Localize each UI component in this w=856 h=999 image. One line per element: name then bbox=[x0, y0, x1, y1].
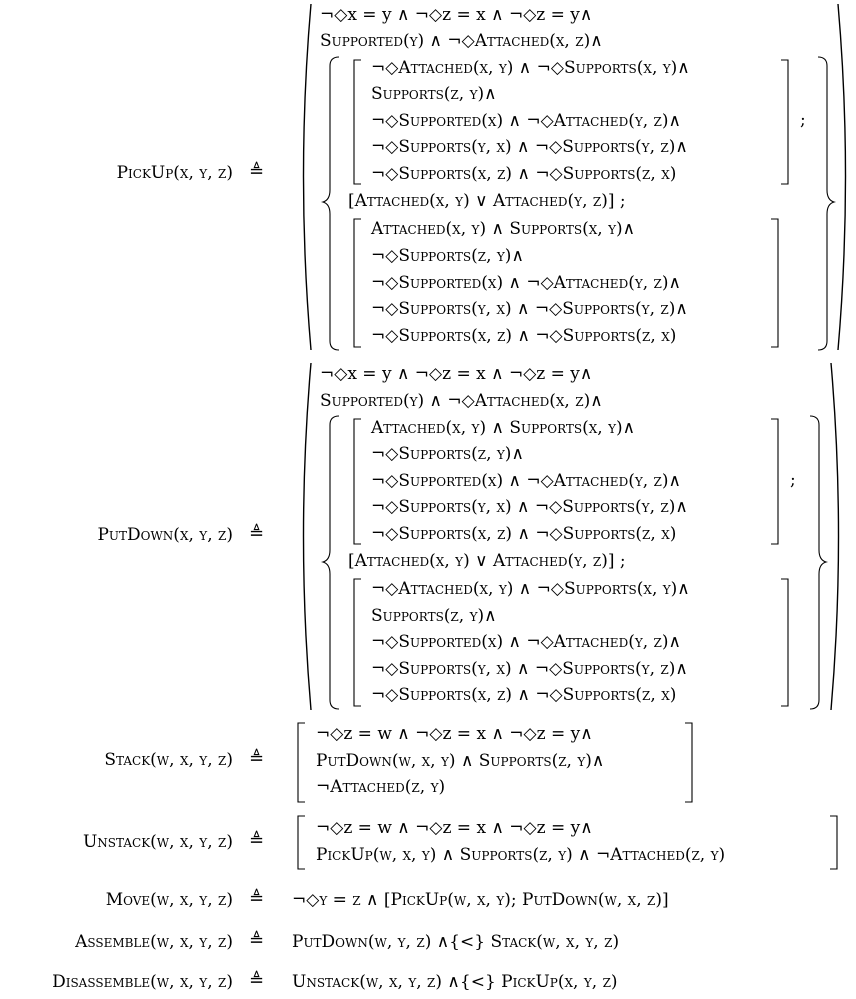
move-defeq: ≜ bbox=[249, 888, 265, 909]
putdown-inner-b-0: ¬◇Attached(x, y) ∧ ¬◇Supports(x, y)∧ bbox=[371, 579, 690, 599]
stack-defeq: ≜ bbox=[249, 748, 265, 769]
pickup-inner-b-4: ¬◇Supports(x, z) ∧ ¬◇Supports(z, x) bbox=[371, 326, 677, 346]
unstack-lhs: Unstack(w, x, y, z) bbox=[82, 832, 233, 852]
putdown-inner-a-3: ¬◇Supports(y, x) ∧ ¬◇Supports(y, z)∧ bbox=[371, 497, 688, 517]
pickup-defeq: ≜ bbox=[249, 161, 265, 182]
move-lhs: Move(w, x, y, z) bbox=[105, 890, 233, 910]
stack-rhs-1: PutDown(w, x, y) ∧ Supports(z, y)∧ bbox=[316, 751, 605, 771]
pickup-inner-b-0: Attached(x, y) ∧ Supports(x, y)∧ bbox=[371, 219, 636, 239]
putdown-inner-b-3: ¬◇Supports(y, x) ∧ ¬◇Supports(y, z)∧ bbox=[371, 659, 688, 679]
pickup-sep: ; bbox=[800, 110, 806, 130]
putdown-inner-b-4: ¬◇Supports(x, z) ∧ ¬◇Supports(z, x) bbox=[371, 685, 677, 705]
putdown-head-1: Supported(y) ∧ ¬◇Attached(x, z)∧ bbox=[320, 391, 603, 411]
putdown-lhs: PutDown(x, y, z) bbox=[97, 525, 233, 545]
pickup-head-1: Supported(y) ∧ ¬◇Attached(x, z)∧ bbox=[320, 31, 603, 51]
putdown-inner-a-4: ¬◇Supports(x, z) ∧ ¬◇Supports(z, x) bbox=[371, 524, 677, 544]
unstack-rhs-1: PickUp(w, x, y) ∧ Supports(z, y) ∧ ¬Attached(z, y) bbox=[316, 845, 726, 865]
putdown-inner-a-1: ¬◇Supports(z, y)∧ bbox=[371, 444, 524, 464]
stack-lhs: Stack(w, x, y, z) bbox=[104, 750, 233, 770]
assemble-lhs: Assemble(w, x, y, z) bbox=[75, 932, 233, 952]
stack-rhs-2: ¬Attached(z, y) bbox=[316, 777, 446, 797]
pickup-inner-a-2: ¬◇Supported(x) ∧ ¬◇Attached(y, z)∧ bbox=[371, 111, 681, 131]
putdown-sep: ; bbox=[790, 470, 796, 490]
putdown-inner-b-1: Supports(z, y)∧ bbox=[371, 606, 497, 626]
stack-rhs-0: ¬◇z = w ∧ ¬◇z = x ∧ ¬◇z = y∧ bbox=[316, 724, 593, 744]
putdown-inner-b-2: ¬◇Supported(x) ∧ ¬◇Attached(y, z)∧ bbox=[371, 632, 681, 652]
putdown-inner-a-2: ¬◇Supported(x) ∧ ¬◇Attached(y, z)∧ bbox=[371, 471, 681, 491]
putdown-mid: [Attached(x, y) ∨ Attached(y, z)] ; bbox=[348, 551, 626, 571]
pickup-inner-a-4: ¬◇Supports(x, z) ∧ ¬◇Supports(z, x) bbox=[371, 164, 677, 184]
pickup-inner-b-3: ¬◇Supports(y, x) ∧ ¬◇Supports(y, z)∧ bbox=[371, 299, 688, 319]
putdown-defeq: ≜ bbox=[249, 523, 265, 544]
assemble-defeq: ≜ bbox=[249, 930, 265, 951]
move-rhs: ¬◇y = z ∧ [PickUp(w, x, y); PutDown(w, x, z)] bbox=[292, 890, 669, 910]
pickup-inner-b-1: ¬◇Supports(z, y)∧ bbox=[371, 246, 524, 266]
putdown-head-0: ¬◇x = y ∧ ¬◇z = x ∧ ¬◇z = y∧ bbox=[320, 364, 593, 384]
pickup-head-0: ¬◇x = y ∧ ¬◇z = x ∧ ¬◇z = y∧ bbox=[320, 5, 593, 25]
pickup-mid: [Attached(x, y) ∨ Attached(y, z)] ; bbox=[348, 191, 626, 211]
disassemble-rhs: Unstack(w, x, y, z) ∧{<} PickUp(x, y, z) bbox=[292, 972, 618, 992]
unstack-rhs-0: ¬◇z = w ∧ ¬◇z = x ∧ ¬◇z = y∧ bbox=[316, 818, 593, 838]
pickup-inner-b-2: ¬◇Supported(x) ∧ ¬◇Attached(y, z)∧ bbox=[371, 273, 681, 293]
disassemble-lhs: Disassemble(w, x, y, z) bbox=[52, 972, 233, 992]
disassemble-defeq: ≜ bbox=[249, 970, 265, 991]
unstack-defeq: ≜ bbox=[249, 830, 265, 851]
pickup-lhs: PickUp(x, y, z) bbox=[116, 163, 233, 183]
assemble-rhs: PutDown(w, y, z) ∧{<} Stack(w, x, y, z) bbox=[292, 932, 620, 952]
pickup-inner-a-3: ¬◇Supports(y, x) ∧ ¬◇Supports(y, z)∧ bbox=[371, 137, 688, 157]
pickup-inner-a-0: ¬◇Attached(x, y) ∧ ¬◇Supports(x, y)∧ bbox=[371, 58, 690, 78]
pickup-inner-a-1: Supports(z, y)∧ bbox=[371, 84, 497, 104]
putdown-inner-a-0: Attached(x, y) ∧ Supports(x, y)∧ bbox=[371, 418, 636, 438]
